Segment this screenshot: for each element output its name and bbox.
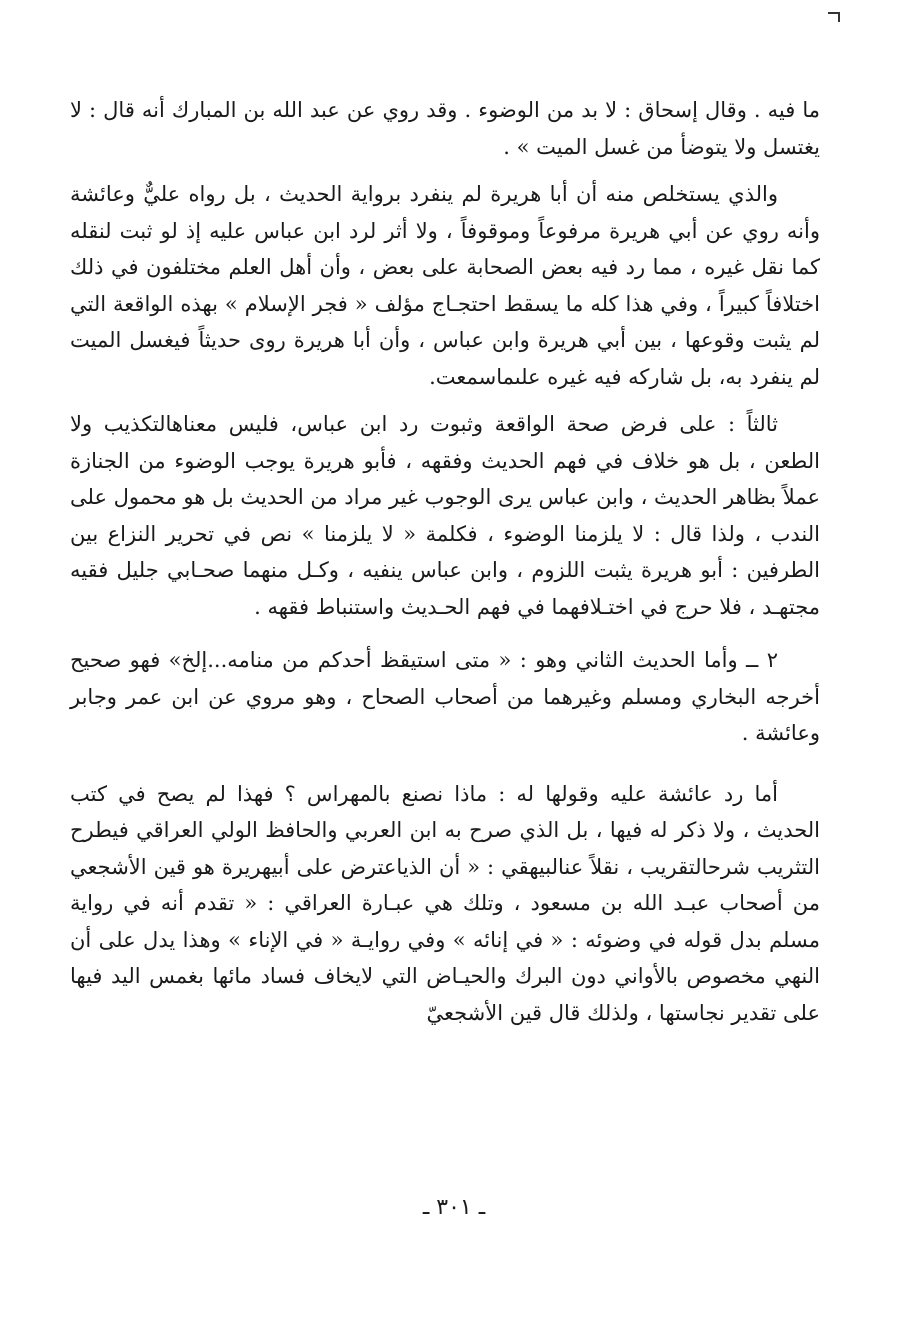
paragraph-gap — [70, 752, 820, 776]
paragraph-3: ثالثاً : على فرض صحة الواقعة وثبوت رد ابن عباس، فليس معناهالتكذيب ولا الطعن ، بل هو خلاف في فهم الحديث وفقهه ، فأبو هريرة يوجب الوضوء من الجنازة عملاً بظاهر الحديث ، وابن عباس يرى الوجوب غير مراد من الحديث بل هو محمول على الندب ، ولذا قال : لا يلزمنا الوضوء ، فكلمة « لا يلزمنا » نص في تحرير النزاع بين الطرفين : أبو هريرة يثبت اللزوم ، وابن عباس ينفيه ، وكـل منهما صحـابي جليل فقيه مجتهـد ، فلا حرج في اختـلافهما في فهم الحـديث واستنباط فقهه . — [70, 412, 820, 619]
paragraph-gap — [70, 625, 820, 642]
paragraph-5: أما رد عائشة عليه وقولها له : ماذا نصنع بالمهراس ؟ فهذا لم يصح في كتب الحديث ، ولا ذكر له فيها ، بل الذي صرح به ابن العربي والحافظ الولي العراقي فيطرح التثريب شرحالتقريب ، نقلاً عنالبيهقي : « أن الذياعترض على أبيهريرة هو قين الأشجعي من أصحاب عبـد الله بن مسعود ، وتلك هي عبـارة العراقي : « تقدم أنه في رواية مسلم بدل قوله في وضوئه : « في إنائه » وفي روايـة « في الإناء » وهذا يدل على أن النهي مخصوص بالأواني دون البرك والحيـاض التي لايخاف فساد مائها بغمس اليد فيها على تقدير نجاستها ، ولذلك قال قين الأشجعيّ — [70, 781, 820, 1025]
page-number: ـ ٣٠١ ـ — [422, 1195, 486, 1220]
paragraph-4: ٢ ــ وأما الحديث الثاني وهو : « متى استيقظ أحدكم من منامه...إلخ» فهو صحيح أخرجه البخاري ومسلم وغيرهما من أصحاب الصحاح ، وهو مروي عن ابن عمر وجابر وعائشة . — [70, 648, 820, 745]
scan-corner-mark — [828, 12, 840, 22]
paragraph-2: والذي يستخلص منه أن أبا هريرة لم ينفرد برواية الحديث ، بل رواه عليٌّ وعائشة وأنه روي عن أبي هريرة مرفوعاً وموقوفاً ، ولا أثر لرد ابن عباس عليه إذ لو ثبت لنقله كما نقل غيره ، مما رد فيه بعض الصحابة على بعض ، وأن أهل العلم مختلفون في ذلك اختلافاً كبيراً ، وفي هذا كله ما يسقط احتجـاج مؤلف « فجر الإسلام » بهذه الواقعة التي لم يثبت وقوعها ، بين أبي هريرة وابن عباس ، وأن أبا هريرة روى حديثاً فيغسل الميت لم ينفرد به، بل شاركه فيه غيره علىماسمعت. — [70, 182, 820, 389]
page-body — [70, 92, 820, 1031]
paragraph-gap — [70, 395, 820, 406]
paragraph-gap — [70, 165, 820, 176]
paragraph-1: ما فيه . وقال إسحاق : لا بد من الوضوء . وقد روي عن عبد الله بن المبارك أنه قال : لا يغتسل ولا يتوضأ من غسل الميت » . — [70, 98, 820, 159]
